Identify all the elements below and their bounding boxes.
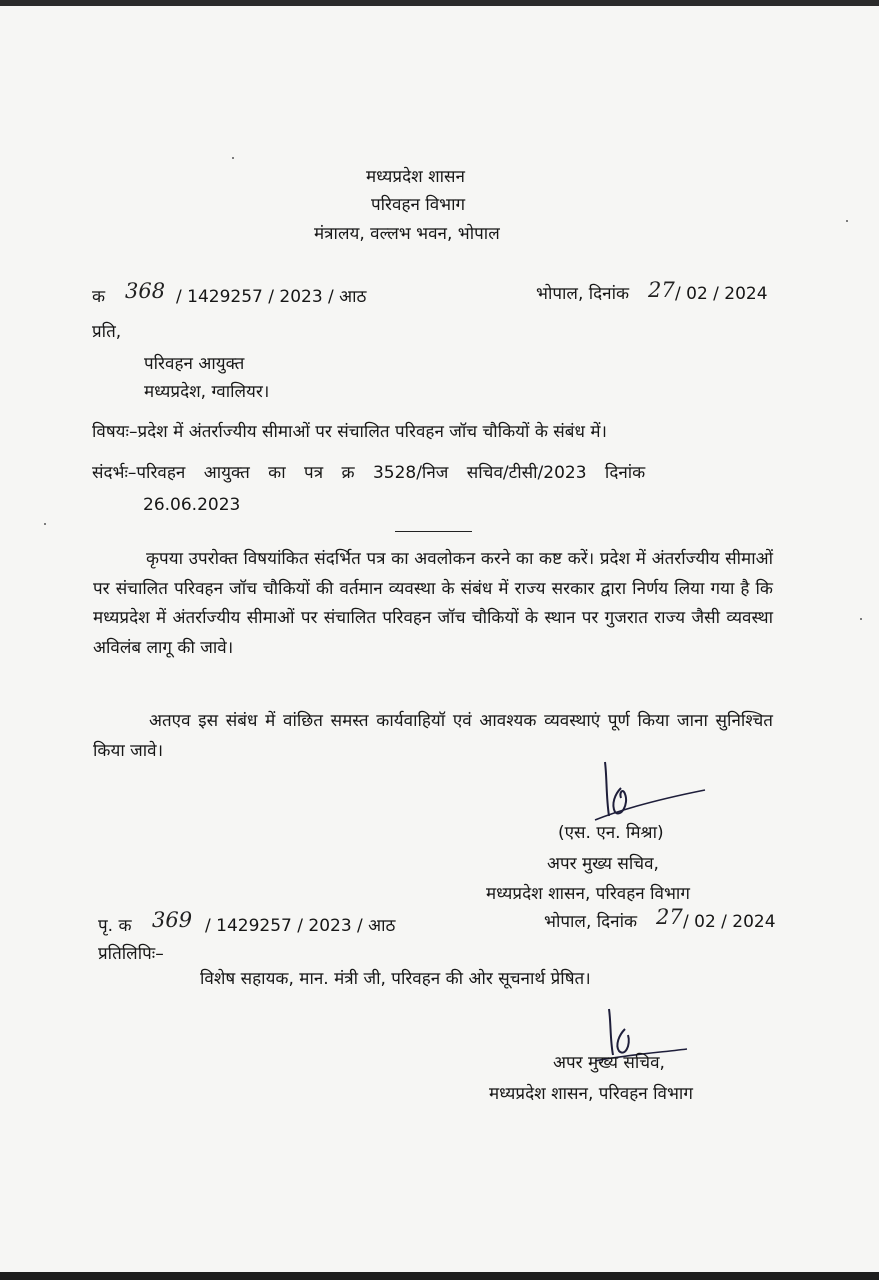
ref-date-day-handwritten: 27 <box>648 278 675 302</box>
ref-prefix: क <box>92 287 106 307</box>
ref-number-handwritten: 368 <box>125 279 166 303</box>
body-paragraph-1: कृपया उपरोक्त विषयांकित संदर्भित पत्र का अवलोकन करने का कष्ट करें। प्रदेश में अंतर्राज्यीय सीमाओं पर संचालित परिवहन जॉच चौकियों की वर्तमान व्यवस्था के संबंध में राज्य सरकार द्वारा निर्णय लिया गया है कि मध्यप्रदेश में अंतर्राज्यीय सीमाओं पर संचालित परिवहन जॉच चौकियों के स्थान पर गुजरात राज्य जैसी व्यवस्था अविलंब लागू की जावे। <box>93 549 773 658</box>
separator-line <box>395 531 472 532</box>
ref2-date-suffix: / 02 / 2024 <box>683 912 776 932</box>
header-address: मंत्रालय, वल्लभ भवन, भोपाल <box>314 224 500 244</box>
ref2-suffix: / 1429257 / 2023 / आठ <box>205 916 396 936</box>
signatory-name: (एस. एन. मिश्रा) <box>558 823 664 843</box>
ref2-prefix: पृ. क <box>98 916 132 936</box>
addressee-prati: प्रति, <box>92 322 122 342</box>
scan-speck <box>846 220 848 222</box>
signatory-designation: अपर मुख्य सचिव, <box>547 854 659 874</box>
copy-label: प्रतिलिपिः– <box>98 944 164 964</box>
addressee-title: परिवहन आयुक्त <box>144 354 245 374</box>
body-paragraph-2: अतएव इस संबंध में वांछित समस्त कार्यवाहियॉ एवं आवश्यक व्यवस्थाएं पूर्ण किया जाना सुनिश्चित किया जावे। <box>93 711 773 761</box>
signatory-department: मध्यप्रदेश शासन, परिवहन विभाग <box>486 884 690 904</box>
signatory2-department: मध्यप्रदेश शासन, परिवहन विभाग <box>489 1084 693 1104</box>
subject-line: विषयः–प्रदेश में अंतर्राज्यीय सीमाओं पर संचालित परिवहन जॉच चौकियों के संबंध में। <box>92 422 607 442</box>
addressee-place: मध्यप्रदेश, ग्वालियर। <box>144 382 270 402</box>
ref-date-suffix: / 02 / 2024 <box>675 284 768 304</box>
ref-date-prefix: भोपाल, दिनांक <box>536 284 630 304</box>
scan-bottom-edge <box>0 1272 879 1280</box>
ref2-date-prefix: भोपाल, दिनांक <box>544 912 638 932</box>
scan-speck <box>860 618 862 620</box>
scan-speck <box>232 157 234 159</box>
signatory2-designation: अपर मुख्य सचिव, <box>553 1053 665 1073</box>
reference-line: संदर्भः–परिवहन आयुक्त का पत्र क्र 3528/निज सचिव/टीसी/2023 दिनांक <box>92 463 646 483</box>
ref-suffix: / 1429257 / 2023 / आठ <box>176 287 367 307</box>
scan-speck <box>44 523 46 525</box>
header-department: परिवहन विभाग <box>371 195 466 215</box>
ref2-number-handwritten: 369 <box>152 908 193 932</box>
header-government: मध्यप्रदेश शासन <box>366 167 465 187</box>
ref2-date-day-handwritten: 27 <box>656 905 683 929</box>
reference-date: 26.06.2023 <box>143 495 241 515</box>
copy-line: विशेष सहायक, मान. मंत्री जी, परिवहन की ओर सूचनार्थ प्रेषित। <box>200 969 591 989</box>
scan-top-edge <box>0 0 879 6</box>
